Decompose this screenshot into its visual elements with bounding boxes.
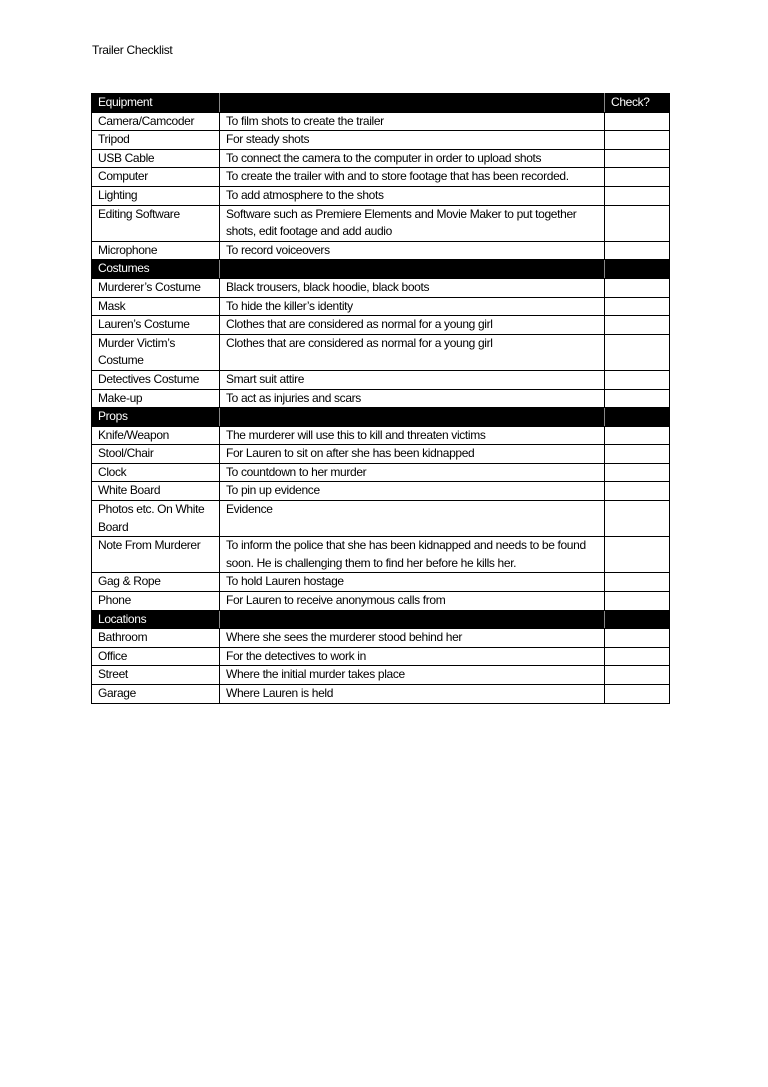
item-description: Clothes that are considered as normal for a young girl	[220, 316, 605, 335]
item-name: Note From Murderer	[92, 537, 220, 573]
item-name: Knife/Weapon	[92, 426, 220, 445]
check-header	[605, 610, 670, 629]
check-cell[interactable]	[605, 316, 670, 335]
item-description: The murderer will use this to kill and threaten victims	[220, 426, 605, 445]
table-row	[92, 316, 670, 335]
item-name: White Board	[92, 482, 220, 501]
section-header-blank	[220, 610, 605, 629]
table-row	[92, 501, 670, 537]
section-title: Equipment	[92, 94, 220, 113]
check-cell[interactable]	[605, 445, 670, 464]
checklist-body	[92, 94, 670, 704]
item-description: Software such as Premiere Elements and Movie Maker to put together shots, edit footage and add audio	[220, 205, 605, 241]
check-cell[interactable]	[605, 297, 670, 316]
item-name: Phone	[92, 592, 220, 611]
table-row	[92, 426, 670, 445]
table-row	[92, 186, 670, 205]
check-cell[interactable]	[605, 205, 670, 241]
item-description: For steady shots	[220, 131, 605, 150]
document-title: Trailer Checklist	[92, 43, 173, 57]
table-row	[92, 629, 670, 648]
item-name: Garage	[92, 685, 220, 704]
section-header-locations	[92, 610, 670, 629]
item-name: Murderer’s Costume	[92, 278, 220, 297]
table-row	[92, 241, 670, 260]
table-row	[92, 131, 670, 150]
table-row	[92, 389, 670, 408]
table-row	[92, 370, 670, 389]
check-cell[interactable]	[605, 112, 670, 131]
section-header-equipment	[92, 94, 670, 113]
table-row	[92, 334, 670, 370]
table-row	[92, 647, 670, 666]
item-name: Lighting	[92, 186, 220, 205]
item-description: To act as injuries and scars	[220, 389, 605, 408]
item-description: To inform the police that she has been kidnapped and needs to be found soon. He is challenging them to find her before he kills her.	[220, 537, 605, 573]
item-description: To add atmosphere to the shots	[220, 186, 605, 205]
item-description: For Lauren to receive anonymous calls from	[220, 592, 605, 611]
section-header-props	[92, 408, 670, 427]
item-name: Camera/Camcoder	[92, 112, 220, 131]
check-cell[interactable]	[605, 186, 670, 205]
check-cell[interactable]	[605, 241, 670, 260]
check-cell[interactable]	[605, 647, 670, 666]
check-cell[interactable]	[605, 573, 670, 592]
item-description: Where Lauren is held	[220, 685, 605, 704]
check-cell[interactable]	[605, 685, 670, 704]
check-cell[interactable]	[605, 334, 670, 370]
table-row	[92, 112, 670, 131]
check-cell[interactable]	[605, 370, 670, 389]
table-row	[92, 482, 670, 501]
check-cell[interactable]	[605, 482, 670, 501]
item-name: Mask	[92, 297, 220, 316]
item-name: Clock	[92, 463, 220, 482]
table-row	[92, 205, 670, 241]
check-cell[interactable]	[605, 278, 670, 297]
check-header	[605, 408, 670, 427]
table-row	[92, 297, 670, 316]
item-name: Bathroom	[92, 629, 220, 648]
item-description: Evidence	[220, 501, 605, 537]
item-description: Where the initial murder takes place	[220, 666, 605, 685]
check-header: Check?	[605, 94, 670, 113]
check-cell[interactable]	[605, 389, 670, 408]
check-cell[interactable]	[605, 426, 670, 445]
item-description: Where she sees the murderer stood behind her	[220, 629, 605, 648]
item-name: Lauren’s Costume	[92, 316, 220, 335]
section-title: Props	[92, 408, 220, 427]
item-name: Gag & Rope	[92, 573, 220, 592]
table-row	[92, 537, 670, 573]
item-name: Stool/Chair	[92, 445, 220, 464]
item-name: Tripod	[92, 131, 220, 150]
table-row	[92, 666, 670, 685]
item-description: Smart suit attire	[220, 370, 605, 389]
check-header	[605, 260, 670, 279]
item-name: USB Cable	[92, 149, 220, 168]
check-cell[interactable]	[605, 149, 670, 168]
check-cell[interactable]	[605, 537, 670, 573]
section-title: Costumes	[92, 260, 220, 279]
item-description: To create the trailer with and to store footage that has been recorded.	[220, 168, 605, 187]
item-description: Clothes that are considered as normal for a young girl	[220, 334, 605, 370]
table-row	[92, 573, 670, 592]
check-cell[interactable]	[605, 666, 670, 685]
item-name: Photos etc. On White Board	[92, 501, 220, 537]
item-name: Detectives Costume	[92, 370, 220, 389]
check-cell[interactable]	[605, 629, 670, 648]
table-row	[92, 149, 670, 168]
section-header-blank	[220, 408, 605, 427]
item-description: To connect the camera to the computer in order to upload shots	[220, 149, 605, 168]
item-description: Black trousers, black hoodie, black boots	[220, 278, 605, 297]
item-name: Street	[92, 666, 220, 685]
item-description: To hold Lauren hostage	[220, 573, 605, 592]
check-cell[interactable]	[605, 592, 670, 611]
item-description: To film shots to create the trailer	[220, 112, 605, 131]
item-description: To hide the killer’s identity	[220, 297, 605, 316]
check-cell[interactable]	[605, 168, 670, 187]
table-row	[92, 168, 670, 187]
item-name: Computer	[92, 168, 220, 187]
table-row	[92, 278, 670, 297]
check-cell[interactable]	[605, 131, 670, 150]
section-header-blank	[220, 260, 605, 279]
check-cell[interactable]	[605, 463, 670, 482]
section-title: Locations	[92, 610, 220, 629]
table-row	[92, 463, 670, 482]
section-header-costumes	[92, 260, 670, 279]
table-row	[92, 592, 670, 611]
item-name: Editing Software	[92, 205, 220, 241]
table-row	[92, 685, 670, 704]
section-header-blank	[220, 94, 605, 113]
item-name: Microphone	[92, 241, 220, 260]
table-row	[92, 445, 670, 464]
checklist-table	[91, 93, 670, 704]
item-description: For the detectives to work in	[220, 647, 605, 666]
check-cell[interactable]	[605, 501, 670, 537]
item-name: Office	[92, 647, 220, 666]
item-description: For Lauren to sit on after she has been kidnapped	[220, 445, 605, 464]
item-name: Murder Victim’s Costume	[92, 334, 220, 370]
item-description: To countdown to her murder	[220, 463, 605, 482]
item-description: To pin up evidence	[220, 482, 605, 501]
item-name: Make-up	[92, 389, 220, 408]
item-description: To record voiceovers	[220, 241, 605, 260]
